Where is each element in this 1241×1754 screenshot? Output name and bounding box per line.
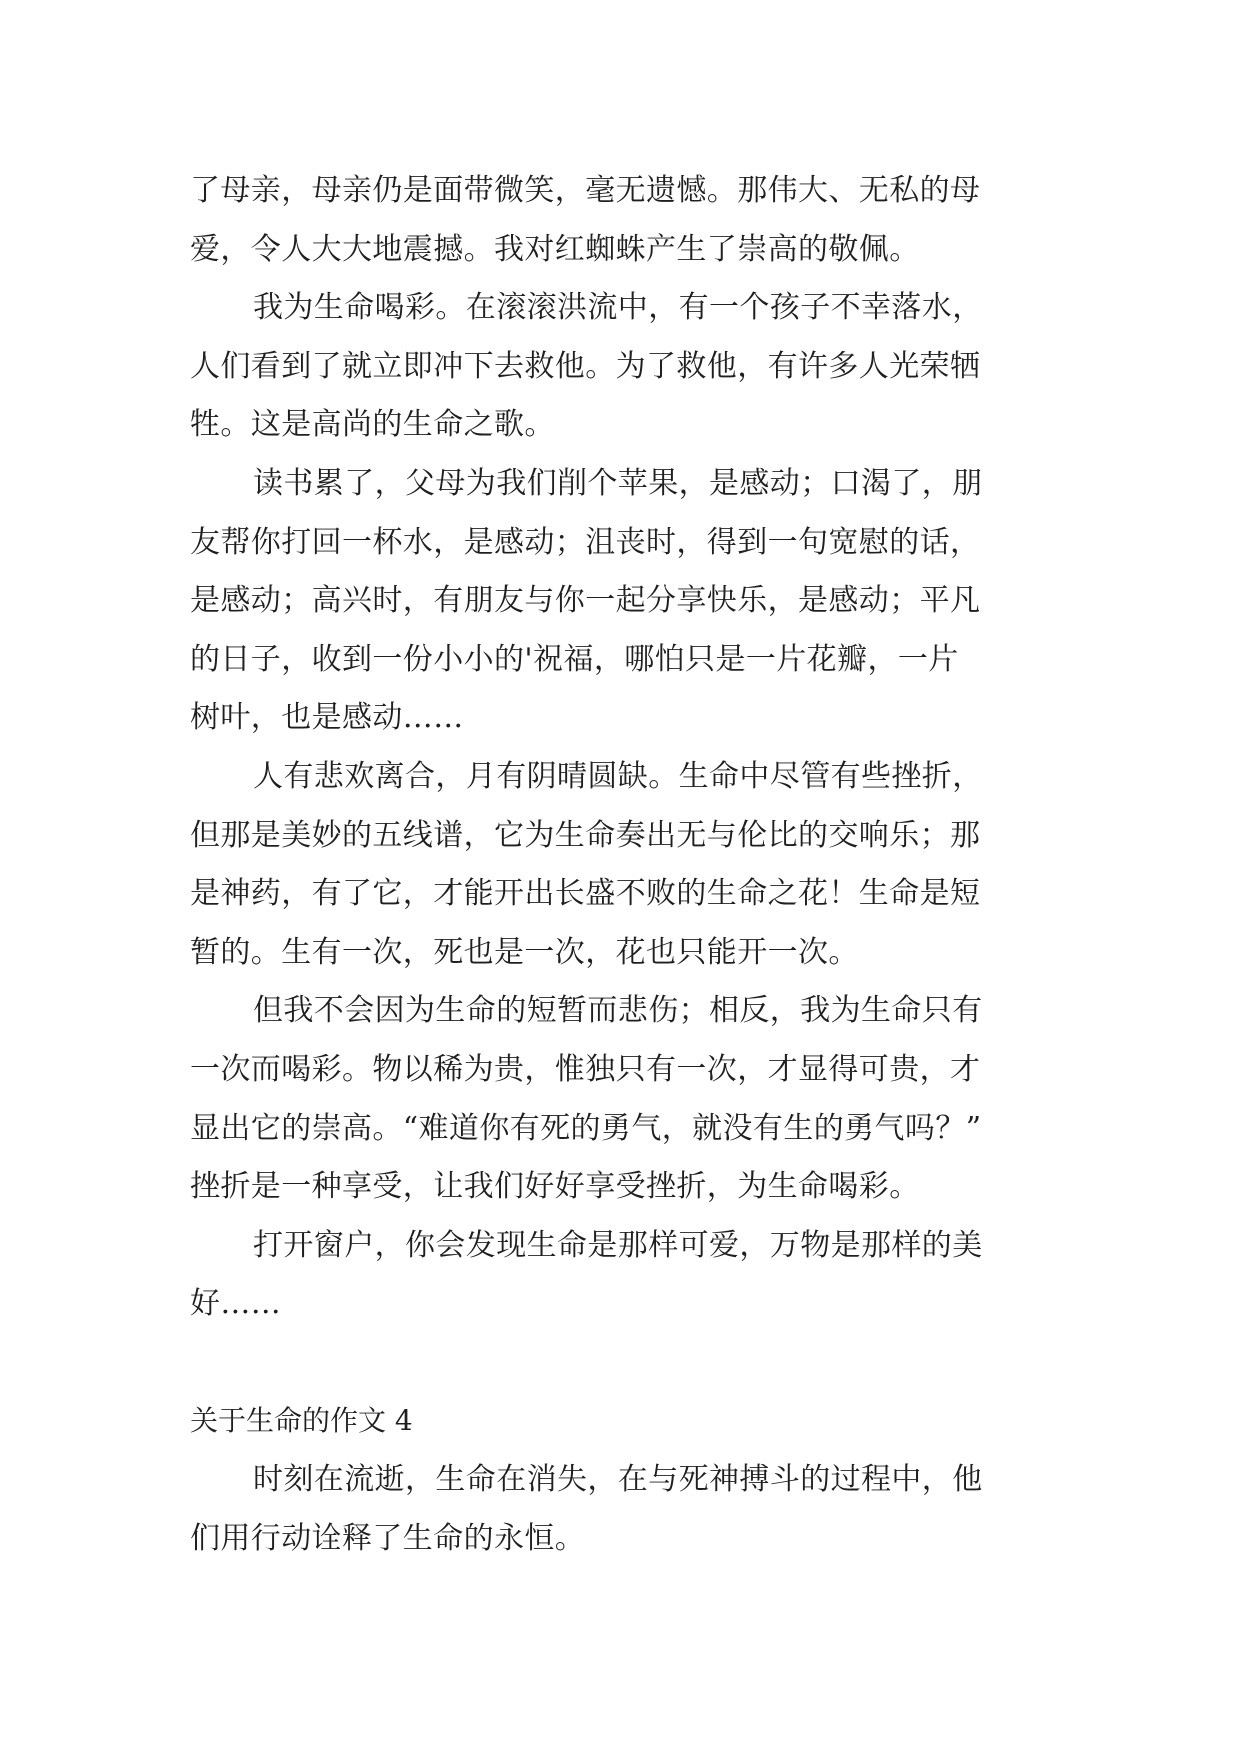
text-line: 人有悲欢离合，月有阴晴圆缺。生命中尽管有些挫折，: [253, 758, 983, 794]
text-line: 读书累了，父母为我们削个苹果，是感动；口渴了，朋: [253, 465, 983, 501]
paragraph: [190, 162, 1060, 279]
text-line: 暂的。生有一次，死也是一次，花也只能开一次。: [190, 934, 859, 970]
paragraph: [190, 279, 1060, 455]
text-line: 我为生命喝彩。在滚滚洪流中，有一个孩子不幸落水，: [253, 290, 983, 326]
text-line: 是神药，有了它，才能开出长盛不败的生命之花！生命是短: [190, 876, 981, 912]
paragraph: [190, 455, 1060, 748]
text-line: 友帮你打回一杯水，是感动；沮丧时，得到一句宽慰的话，: [190, 524, 981, 560]
text-line: 挫折是一种享受，让我们好好享受挫折，为生命喝彩。: [190, 1169, 920, 1205]
text-line: 时刻在流逝，生命在消失，在与死神搏斗的过程中，他: [253, 1462, 983, 1498]
paragraph: [190, 1217, 1060, 1334]
paragraph: [190, 748, 1060, 982]
paragraph: [190, 1451, 1060, 1568]
text-line: 但我不会因为生命的短暂而悲伤；相反，我为生命只有: [253, 993, 983, 1029]
text-line: 但那是美妙的五线谱，它为生命奏出无与伦比的交响乐；那: [190, 817, 981, 853]
text-line: 是感动；高兴时，有朋友与你一起分享快乐，是感动；平凡: [190, 583, 981, 619]
text-line: 的日子，收到一份小小的'祝福，哪怕只是一片花瓣，一片: [190, 641, 959, 677]
paragraph: [190, 982, 1060, 1216]
text-line: 了母亲，母亲仍是面带微笑，毫无遗憾。那伟大、无私的母: [190, 173, 981, 208]
text-line: 爱，令人大大地震撼。我对红蜘蛛产生了崇高的敬佩。: [190, 231, 920, 267]
text-line: 一次而喝彩。物以稀为贵，惟独只有一次，才显得可贵，才: [190, 1051, 981, 1087]
section-heading: 关于生命的作文 4: [190, 1404, 413, 1438]
blank-line: [190, 1334, 1060, 1393]
text-line: 好……: [190, 1286, 282, 1322]
text-line: 人们看到了就立即冲下去救他。为了救他，有许多人光荣牺: [190, 348, 981, 384]
text-line: 牲。这是高尚的生命之歌。: [190, 407, 555, 443]
document-body: [190, 162, 1060, 1568]
text-line: 显出它的崇高。“难道你有死的勇气，就没有生的勇气吗？”: [190, 1110, 982, 1146]
text-line: 们用行动诠释了生命的永恒。: [190, 1520, 586, 1556]
text-line: 树叶，也是感动……: [190, 700, 464, 736]
text-line: 打开窗户，你会发现生命是那样可爱，万物是那样的美: [253, 1227, 983, 1263]
